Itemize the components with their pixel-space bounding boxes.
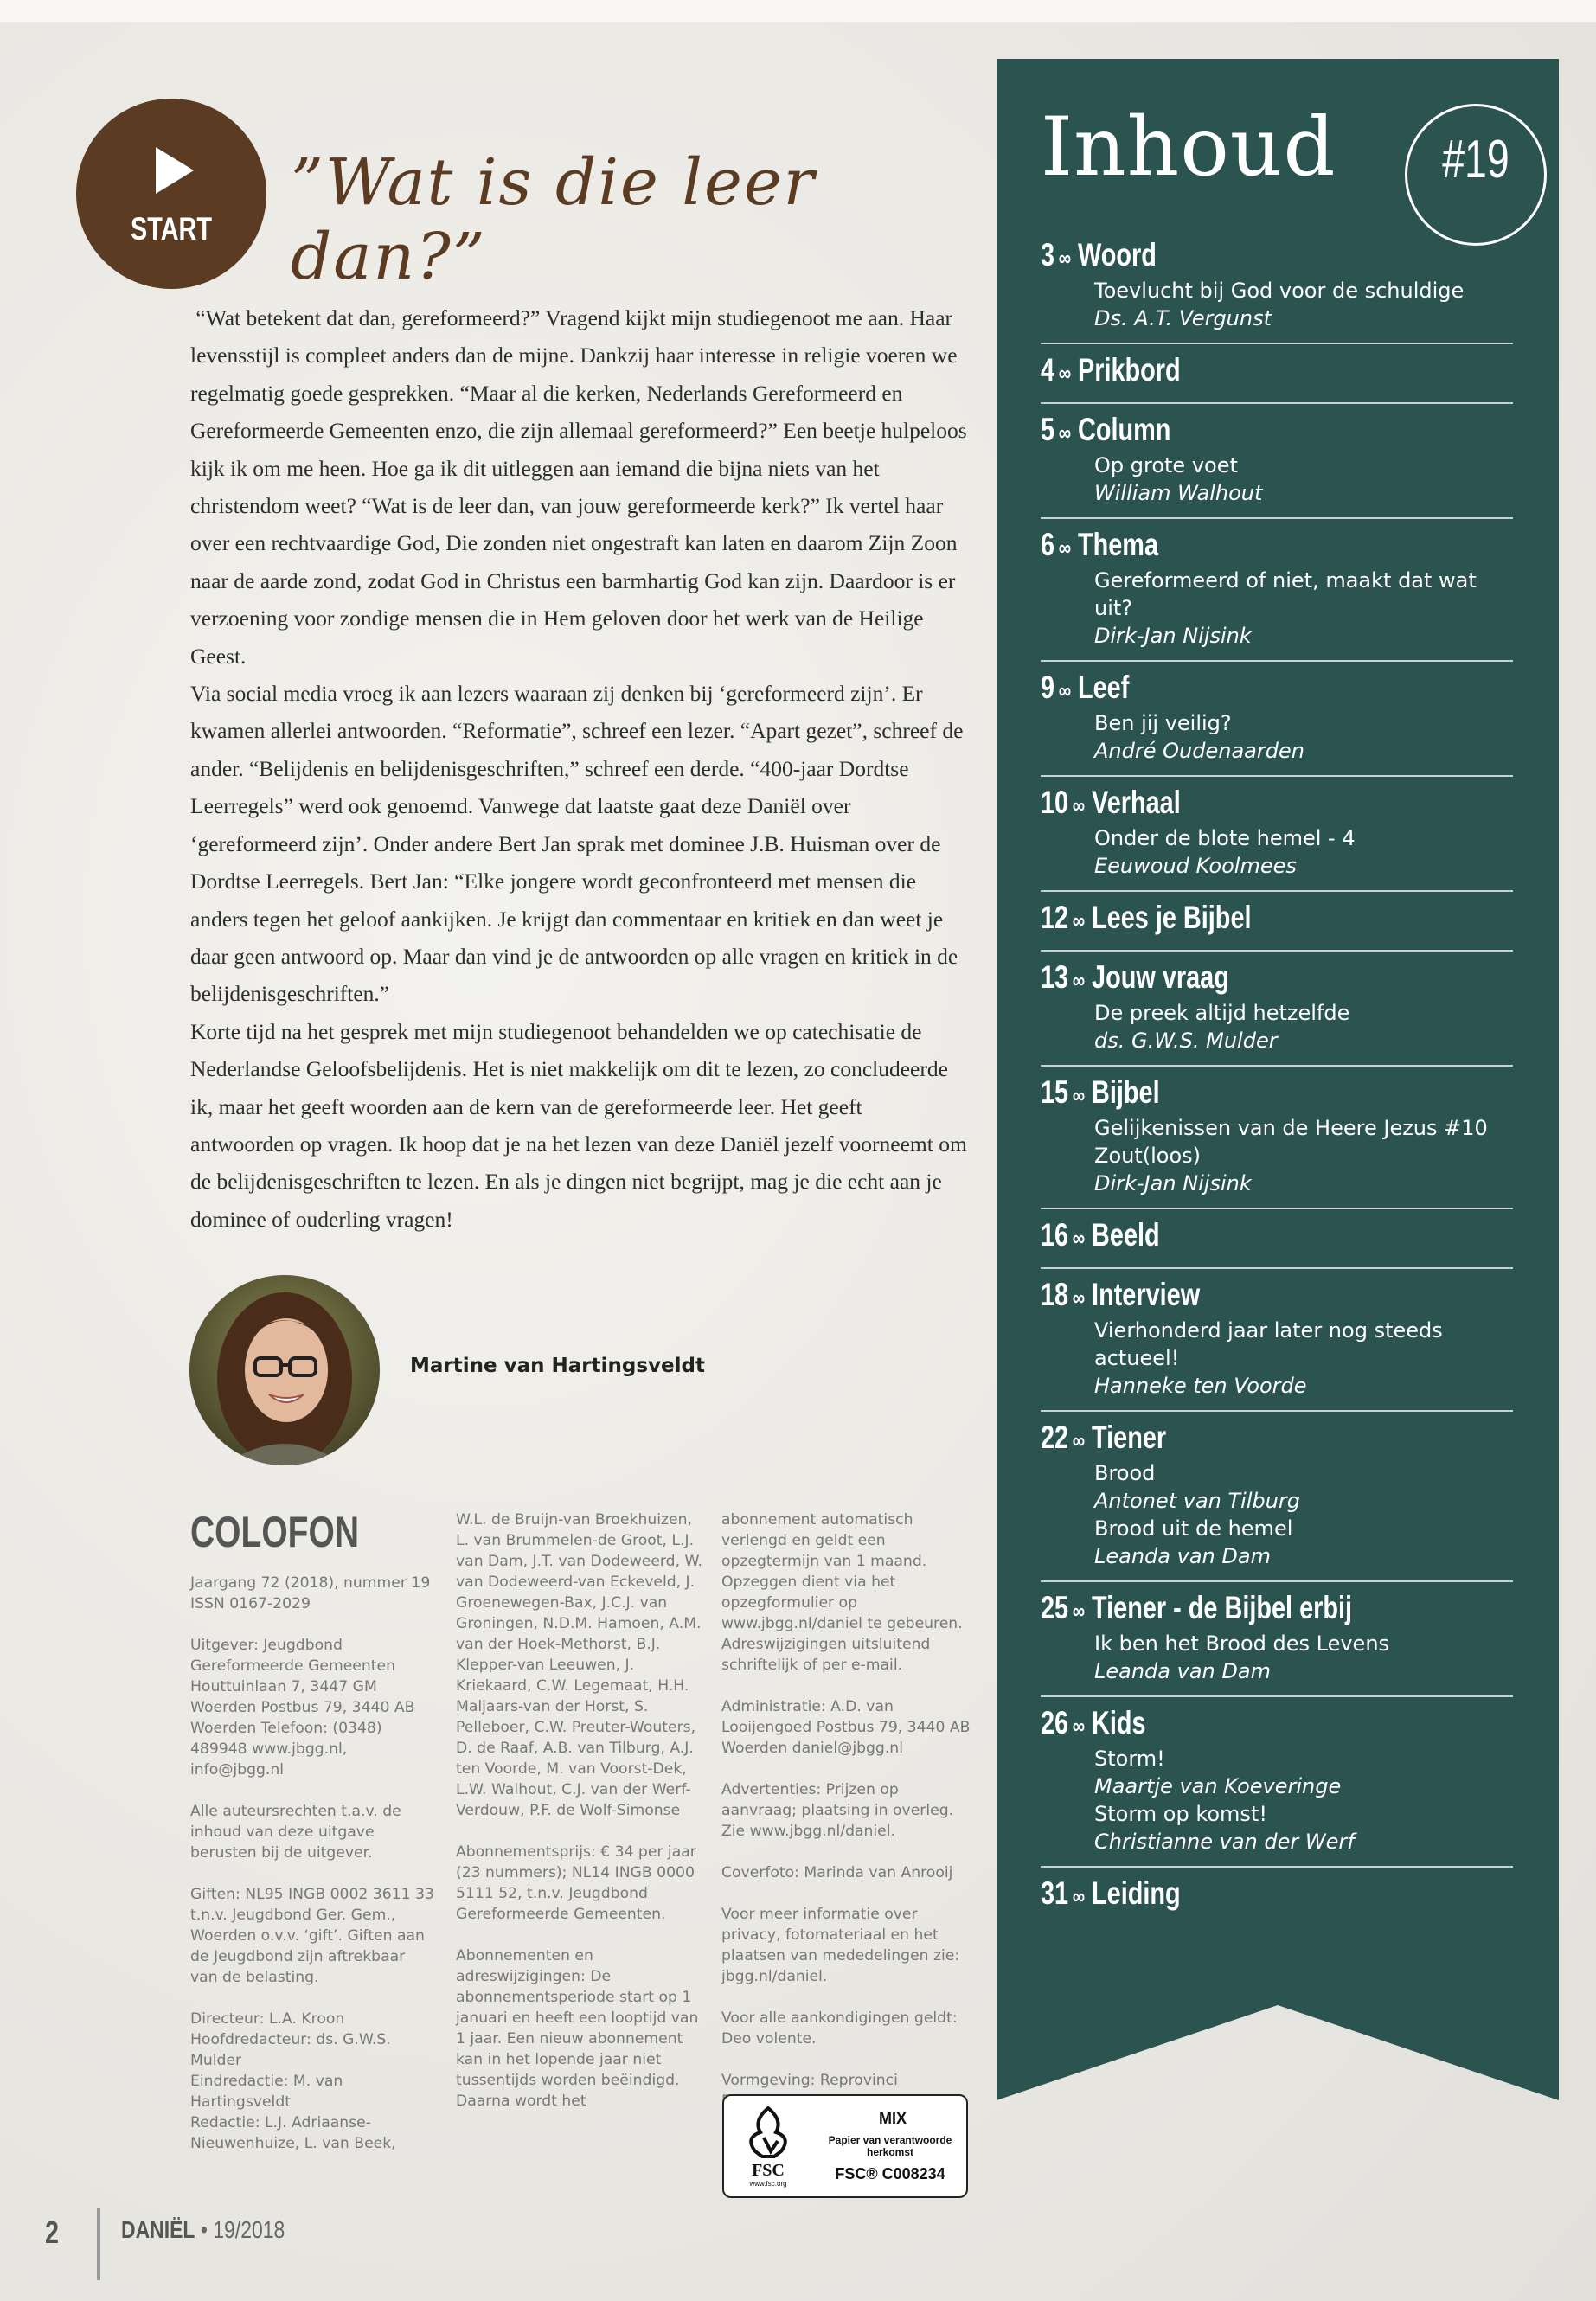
colofon-text: W.L. de Bruijn-van Broekhuizen, L. van Brummelen-de Groot, L.J. van Dam, J.T. van Dodeweerd, W. van Dodeweerd-van Eckeveld, J. Groenewegen-Bax, J.C.J. van Groningen, N.D.M. Hamoen, A.M. van der Hoek-Methorst, B.J. Klepper-van Leeuwen, J. Kriekaard, C.W. Legemaat, H.H. Maljaars-van der Horst, S. Pelleboer, C.W. Preuter-Wouters, D. de Raaf, A.B. van Tilburg, A.J. ten Voorde, M. van Voorst-Dek, L.W. Walhout, C.J. van der Werf-Verdouw, P.F. de Wolf-Simonse — [456, 1511, 703, 1819]
toc-title: Kids — [1092, 1705, 1146, 1740]
colofon-text: Jaargang 72 (2018), nummer 19 ISSN 0167-2029 — [190, 1574, 431, 1612]
toc-entry[interactable] — [1041, 1582, 1513, 1697]
top-band — [0, 0, 1596, 22]
toc-author: Christianne van der Werf — [1094, 1830, 1355, 1854]
toc-author: André Oudenaarden — [1094, 739, 1304, 763]
article-headline: ”Wat is die leer dan?” — [291, 145, 816, 294]
toc-subtitle: Gereformeerd of niet, maakt dat wat uit? — [1094, 568, 1477, 620]
toc-entry[interactable] — [1041, 229, 1513, 344]
toc-entry-heading — [1041, 236, 1409, 277]
toc-title: Bijbel — [1092, 1074, 1160, 1110]
toc-entry-heading — [1041, 1419, 1409, 1459]
toc-subtitle: Ik ben het Brood des Levens — [1094, 1631, 1390, 1656]
toc-entry-heading — [1041, 1589, 1409, 1630]
toc-title: Lees je Bijbel — [1092, 900, 1252, 935]
infinity-icon: ∞ — [1072, 1883, 1086, 1909]
toc-page-number: 5 — [1041, 412, 1055, 447]
infinity-icon: ∞ — [1072, 1713, 1086, 1739]
toc-title: Leiding — [1092, 1875, 1181, 1911]
infinity-icon: ∞ — [1058, 245, 1072, 271]
toc-title: Jouw vraag — [1092, 959, 1229, 995]
toc-entry-heading — [1041, 958, 1409, 999]
toc-author: Eeuwoud Koolmees — [1094, 854, 1297, 878]
infinity-icon: ∞ — [1058, 420, 1072, 445]
colofon-text: Voor meer informatie over privacy, fotomateriaal en het plaatsen van mededelingen zie: jbgg.nl/daniel. — [721, 1906, 960, 1985]
infinity-icon: ∞ — [1072, 967, 1086, 993]
colofon-column-2 — [456, 1509, 707, 2132]
toc-subtitle: Ben jij veilig? — [1094, 711, 1232, 735]
colofon-title: COLOFON — [190, 1508, 359, 1556]
footer-magazine: DANIËL • 19/2018 — [121, 2216, 285, 2243]
infinity-icon: ∞ — [1072, 792, 1086, 818]
colofon-text: Voor alle aankondigingen geldt: Deo volente. — [721, 2009, 958, 2048]
colofon-text: Giften: NL95 INGB 0002 3611 33 t.n.v. Jeugdbond Ger. Gem., Woerden o.v.v. ‘gift’. Giften aan de Jeugdbond zijn aftrekbaar van de belasting. — [190, 1886, 434, 1986]
toc-page-number: 4 — [1041, 352, 1055, 388]
toc-author: Leanda van Dam — [1094, 1659, 1271, 1683]
infinity-icon: ∞ — [1072, 1225, 1086, 1251]
fsc-tree-icon — [733, 2103, 804, 2189]
colofon-text: Alle auteursrechten t.a.v. de inhoud van deze uitgave berusten bij de uitgever. — [190, 1803, 401, 1862]
toc-page-number: 13 — [1041, 959, 1069, 995]
infinity-icon: ∞ — [1072, 1285, 1086, 1311]
issue-badge: #19 — [1405, 104, 1547, 246]
toc-entry-heading — [1041, 1276, 1409, 1317]
toc-author: Dirk-Jan Nijsink — [1094, 624, 1252, 648]
article-body — [190, 299, 969, 1238]
infinity-icon: ∞ — [1072, 1427, 1086, 1453]
toc-entry[interactable] — [1041, 519, 1513, 662]
infinity-icon: ∞ — [1058, 360, 1072, 386]
colofon-text: Administratie: A.D. van Looijengoed Postbus 79, 3440 AB Woerden daniel@jbgg.nl — [721, 1698, 971, 1757]
svg-text:FSC: FSC — [752, 2161, 785, 2180]
toc-entry-heading — [1041, 784, 1409, 824]
toc-page-number: 16 — [1041, 1217, 1069, 1253]
toc-entry[interactable] — [1041, 1412, 1513, 1582]
toc-entry-heading — [1041, 1216, 1409, 1257]
toc-subtitle: Op grote voet — [1094, 453, 1238, 478]
toc-entry[interactable] — [1041, 1868, 1513, 1926]
toc-page-number: 26 — [1041, 1705, 1069, 1740]
article-paragraph: “Wat betekent dat dan, gereformeerd?” Vragend kijkt mijn studiegenoot me aan. Haar levensstijl is compleet anders dan de mijne. Dankzij haar interesse in religie voeren we regelmatig goede gesprekken. “Maar al die kerken, Nederlands Gereformeerd en Gereformeerde Gemeenten enzo, die zijn allemaal gereformeerd?” Een beetje hulpeloos kijk ik om me heen. Hoe ga ik dit uitleggen aan iemand die bijna niets van het christendom weet? “Wat is de leer dan, van jouw gereformeerde kerk?” Ik vertel haar over een rechtvaardige God, Die zonden niet ongestraft kan laten en daarom Zijn Zoon naar de aarde zond, zodat God in Christus een barmhartig God kan zijn. Daardoor is er verzoening voor zondige mensen die in Hem geloven door het werk van de Heilige Geest. — [190, 305, 967, 669]
toc-page-number: 18 — [1041, 1277, 1069, 1312]
toc-author: Maartje van Koeveringe — [1094, 1774, 1342, 1798]
colofon-column-3 — [721, 1509, 972, 2132]
infinity-icon: ∞ — [1058, 677, 1072, 703]
article-paragraph: Via social media vroeg ik aan lezers waaraan zij denken bij ‘gereformeerd zijn’. Er kwamen allerlei antwoorden. “Reformatie”, schreef een lezer. “Apart gezet”, schreef de ander. “Belijdenis en belijdenisgeschriften,” schreef een derde. “400-jaar Dordtse Leerregels” werd ook genoemd. Vanwege dat laatste gaat deze Daniël over ‘gereformeerd zijn’. Onder andere Bert Jan sprak met dominee J.B. Huisman over de Dordtse Leerregels. Bert Jan: “Elke jongere wordt geconfronteerd met mensen die anders tegen het geloof aankijken. Je krijgt dan commentaar en kritiek en dan weet je daar geen antwoord op. Maar dan vind je de antwoorden op alle vragen en kritiek in de belijdenisgeschriften.” — [190, 681, 964, 1007]
toc-subtitle: Zout(loos) — [1094, 1144, 1202, 1168]
toc-subtitle: Brood uit de hemel — [1094, 1516, 1293, 1541]
toc-title: Verhaal — [1092, 785, 1181, 820]
toc-title: Tiener - de Bijbel erbij — [1092, 1590, 1353, 1625]
article-paragraph: Korte tijd na het gesprek met mijn studiegenoot behandelden we op catechisatie de Nederlandse Geloofsbelijdenis. Het is niet makkelijk om dit te lezen, zo concludeerde ik, maar het geeft woorden aan de kern van de gereformeerde leer. Het geeft antwoorden op vragen. Ik hoop dat je na het lezen van deze Daniël jezelf voorneemt om de belijdenisgeschriften te lezen. En als je dingen niet begrijpt, mag je die echt aan je dominee of ouderling vragen! — [190, 1018, 967, 1232]
fsc-text: Papier van verantwoorde herkomst — [828, 2134, 952, 2158]
start-badge — [76, 99, 266, 289]
toc-entry-heading — [1041, 351, 1409, 392]
fsc-label — [722, 2094, 968, 2198]
toc-author: Hanneke ten Voorde — [1094, 1374, 1307, 1398]
play-icon — [156, 147, 194, 194]
footer-divider — [97, 2208, 100, 2280]
toc-page-number: 22 — [1041, 1420, 1069, 1455]
toc-subtitle: Toevlucht bij God voor de schuldige — [1094, 279, 1465, 303]
toc-title: Leef — [1077, 670, 1130, 705]
toc-entry[interactable] — [1041, 1697, 1513, 1868]
toc-entry-heading — [1041, 1704, 1409, 1745]
toc-page-number: 6 — [1041, 527, 1055, 562]
toc-entry[interactable] — [1041, 1067, 1513, 1209]
toc-author: William Walhout — [1094, 481, 1263, 505]
infinity-icon: ∞ — [1072, 1598, 1086, 1624]
author-photo — [189, 1275, 380, 1465]
toc-page-number: 15 — [1041, 1074, 1069, 1110]
toc-title: Thema — [1077, 527, 1159, 562]
toc-subtitle: De preek altijd hetzelfde — [1094, 1001, 1350, 1025]
colofon-text: Uitgever: Jeugdbond Gereformeerde Gemeenten Houttuinlaan 7, 3447 GM Woerden Postbus 79, 3440 AB Woerden Telefoon: (0348) 489948 www.jbgg.nl, info@jbgg.nl — [190, 1637, 415, 1779]
toc-subtitle: Onder de blote hemel - 4 — [1094, 826, 1356, 850]
toc-subtitle: Vierhonderd jaar later nog steeds actueel! — [1094, 1318, 1443, 1370]
colofon-text: Directeur: L.A. Kroon Hoofdredacteur: ds. G.W.S. Mulder Eindredactie: M. van Hartingsveldt Redactie: L.J. Adriaanse-Nieuwenhuize, L. van Beek, — [190, 2010, 396, 2152]
toc-page-number: 31 — [1041, 1875, 1069, 1911]
toc-title: Column — [1077, 412, 1171, 447]
toc-entry-heading — [1041, 1875, 1409, 1915]
toc-entry[interactable] — [1041, 344, 1513, 404]
toc-title: Beeld — [1092, 1217, 1160, 1253]
toc-subtitle: Storm op komst! — [1094, 1802, 1267, 1826]
colofon-text: Vormgeving: Reprovinci — [721, 2072, 898, 2089]
svg-text:www.fsc.org: www.fsc.org — [749, 2180, 787, 2188]
infinity-icon: ∞ — [1072, 1082, 1086, 1108]
infinity-icon: ∞ — [1072, 907, 1086, 933]
author-name: Martine van Hartingsveldt — [410, 1355, 705, 1377]
toc-entry-heading — [1041, 899, 1409, 939]
colofon-column-1 — [190, 1573, 437, 2175]
infinity-icon: ∞ — [1058, 535, 1072, 561]
toc-entry[interactable] — [1041, 1209, 1513, 1269]
toc-title: Prikbord — [1077, 352, 1181, 388]
toc-page-number: 3 — [1041, 237, 1055, 272]
colofon-text: abonnement automatisch verlengd en geldt een opzegtermijn van 1 maand. Opzeggen dient via het opzegformulier op www.jbgg.nl/daniel te gebeuren. Adreswijzigingen uitsluitend schriftelijk of per e-mail. — [721, 1511, 963, 1674]
toc-entry-heading — [1041, 669, 1409, 709]
toc-author: Antonet van Tilburg — [1094, 1489, 1301, 1513]
toc-author: Ds. A.T. Vergunst — [1094, 306, 1272, 330]
table-of-contents — [1041, 229, 1513, 1926]
toc-subtitle: Brood — [1094, 1461, 1156, 1485]
colofon-text: Coverfoto: Marinda van Anrooij — [721, 1864, 953, 1881]
fsc-mix: MIX — [878, 2110, 907, 2127]
toc-entry[interactable] — [1041, 892, 1513, 952]
toc-title: Tiener — [1092, 1420, 1167, 1455]
toc-entry[interactable] — [1041, 1269, 1513, 1412]
toc-author: Leanda van Dam — [1094, 1544, 1271, 1568]
toc-entry-heading — [1041, 526, 1409, 567]
toc-entry[interactable] — [1041, 952, 1513, 1067]
toc-entry[interactable] — [1041, 777, 1513, 892]
toc-subtitle: Storm! — [1094, 1747, 1165, 1771]
toc-title: Woord — [1077, 237, 1157, 272]
colofon-text: Abonnementen en adreswijzigingen: De abonnementsperiode start op 1 januari en heeft een looptijd van 1 jaar. Een nieuw abonnement kan in het lopende jaar niet tussentijds worden beëindigd. Daarna wordt het — [456, 1947, 699, 2110]
fsc-code: FSC® C008234 — [835, 2165, 945, 2182]
toc-title: Interview — [1092, 1277, 1201, 1312]
toc-page-number: 9 — [1041, 670, 1055, 705]
colofon-text: Abonnementsprijs: € 34 per jaar (23 nummers); NL14 INGB 0000 5111 52, t.n.v. Jeugdbond Gereformeerde Gemeenten. — [456, 1843, 696, 1923]
toc-entry-heading — [1041, 411, 1409, 452]
page-number: 2 — [45, 2214, 60, 2250]
start-label: START — [130, 211, 213, 247]
toc-author: Dirk-Jan Nijsink — [1094, 1171, 1252, 1195]
toc-page-number: 25 — [1041, 1590, 1069, 1625]
colofon-text: Advertenties: Prijzen op aanvraag; plaatsing in overleg. Zie www.jbgg.nl/daniel. — [721, 1781, 954, 1840]
toc-page-number: 12 — [1041, 900, 1069, 935]
toc-author: ds. G.W.S. Mulder — [1094, 1029, 1278, 1053]
toc-entry[interactable] — [1041, 404, 1513, 519]
toc-subtitle: Gelijkenissen van de Heere Jezus #10 — [1094, 1116, 1488, 1140]
toc-page-number: 10 — [1041, 785, 1069, 820]
toc-entry[interactable] — [1041, 662, 1513, 777]
inhoud-title: Inhoud — [1041, 100, 1336, 195]
toc-entry-heading — [1041, 1074, 1409, 1114]
